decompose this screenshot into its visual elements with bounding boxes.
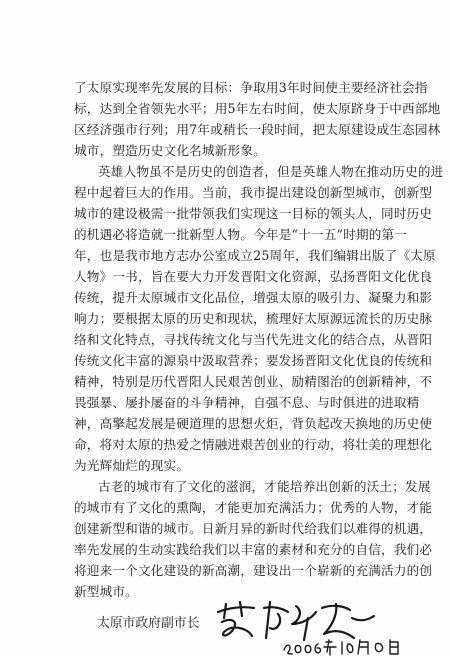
signature-label: 太原市政府副市长: [97, 616, 200, 631]
paragraph-3-line-5: 将迎来一个文化建设的新高潮，建设出一个崭新的充满活力的创: [74, 563, 433, 578]
paragraph-2-line-4: 的机遇必将造就一批新型人物。今年是“十一五”时期的第一: [74, 227, 408, 242]
paragraph-1-line-1: 了太原实现率先发展的目标：争取用3年时间使主要经济社会指: [74, 80, 428, 95]
paragraph-2-line-14: 命，将对太原的热爱之情融进艰苦创业的行动，将壮美的理想化: [74, 437, 433, 452]
paragraph-1-line-2: 标，达到全省领先水平；用5年左右时间，使太原跻身于中西部地: [74, 101, 441, 116]
paragraph-1-line-4: 城市，塑造历史文化名城新形象。: [74, 143, 266, 158]
paragraph-2-line-2: 程中起着巨大的作用。当前，我市提出建设创新型城市，创新型: [74, 185, 433, 200]
paragraph-1-line-3: 区经济强市行列；用7年或稍长一段时间，把太原建设成生态园林: [74, 122, 441, 137]
handwritten-date: [280, 636, 410, 656]
paragraph-3-line-3: 创建新型和谐的城市。日新月异的新时代给我们以难得的机遇，: [74, 521, 433, 536]
paragraph-2-line-13: 神，高擎起发展是硬道理的思想火炬，背负起改天换地的历史使: [74, 416, 433, 431]
paragraph-3-line-4: 率先发展的生动实践给我们以丰富的素材和充分的自信，我们必: [74, 542, 433, 557]
paragraph-3-line-2: 的城市有了文化的熏陶，才能更加充满活力；优秀的人物，才能: [74, 500, 433, 515]
paragraph-2-line-1: 英雄人物虽不是历史的创造者，但是英雄人物在推动历史的进: [98, 164, 444, 179]
paragraph-2-line-12: 畏强暴、屡扑屡奋的斗争精神，自强不息、与时俱进的进取精: [74, 395, 420, 410]
paragraph-2-line-10: 传统文化丰富的源泉中汲取营养；要发扬晋阳文化优良的传统和: [74, 353, 433, 368]
paragraph-2-line-9: 络和文化特点，寻找传统文化与当代先进文化的结合点，从晋阳: [74, 332, 433, 347]
paragraph-3-line-1: 古老的城市有了文化的滋润，才能培养出创新的沃土；发展: [98, 479, 431, 494]
paragraph-2-line-3: 城市的建设极需一批带领我们实现这一目标的领头人，同时历史: [74, 206, 433, 221]
paragraph-2-line-7: 传统，提升太原城市文化品位，增强太原的吸引力、凝聚力和影: [74, 290, 433, 305]
paragraph-2-line-8: 响力；要根据太原的历史和现状，梳理好太原源远流长的历史脉: [74, 311, 433, 326]
paragraph-2-line-6: 人物》一书，旨在要大力开发晋阳文化资源，弘扬晋阳文化优良: [74, 269, 433, 284]
paragraph-2-line-5: 年，也是我市地方志办公室成立25周年，我们编辑出版了《太原: [74, 248, 436, 263]
paragraph-2-line-11: 精神，特别是历代晋阳人民艰苦创业、励精图治的创新精神，不: [74, 374, 433, 389]
paragraph-3-line-6: 新型城市。: [74, 584, 138, 599]
paragraph-2-line-15: 为光辉灿烂的现实。: [74, 458, 190, 473]
